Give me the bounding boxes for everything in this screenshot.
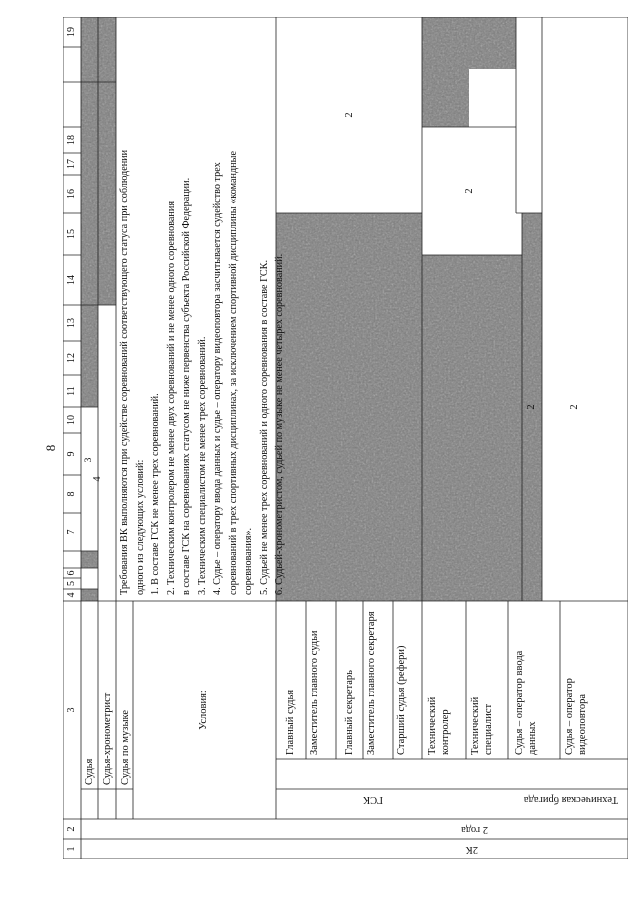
shade-col4-judge-texture <box>81 589 98 601</box>
col-5-header: 5 <box>66 581 77 586</box>
col-14-header: 14 <box>66 275 77 285</box>
requirement-line-2: 1. В составе ГСК не менее трех соревнований. <box>150 393 161 595</box>
col-19-header: 19 <box>66 27 77 37</box>
requirement-line-9: 5. Судьей не менее трех соревнований и одного соревнования в составе ГСК. <box>258 259 270 595</box>
role-chronometrist: Судья-хронометрист <box>102 692 113 785</box>
count-tech-mid: 2 <box>464 188 475 194</box>
role-data-operator: Судья – оператор ввода данных <box>514 650 538 755</box>
role-senior-judge: Старший судья (рефери) <box>396 645 407 755</box>
shade-tech-right-texture <box>422 17 469 127</box>
col-9-header: 9 <box>66 451 77 457</box>
col-3-header: 3 <box>66 707 77 713</box>
shade-tech-mid-texture <box>422 255 522 601</box>
requirement-line-6: 4. Судье – оператору ввода данных и судье – оператору видеоповтора засчитывается судейство трех <box>212 162 223 595</box>
period-label: 2 года <box>461 824 488 835</box>
role-music-judge: Судья по музыке <box>120 709 131 785</box>
role-chief-secretary: Главный секретарь <box>344 670 355 755</box>
requirement-line-4: в составе ГСК на соревнованиях статусом не ниже первенства субъекта Российской Федерации. <box>181 177 192 595</box>
shade-judge-right-texture <box>81 82 98 407</box>
group-gsk-label: ГСК <box>363 794 383 805</box>
category-label: 2К <box>465 844 478 855</box>
shade-gsk-left-texture <box>276 213 422 601</box>
requirements-text <box>117 21 288 595</box>
role-judge: Судья <box>84 758 95 785</box>
col-4-header: 4 <box>66 592 77 598</box>
requirement-line-1: одного из следующих условий: <box>134 459 146 595</box>
role-technical-controller: Технический контролер <box>427 696 451 755</box>
requirement-line-5: 3. Техническим специалистом не менее трех соревнований. <box>196 336 208 595</box>
page-number: 8 <box>43 444 58 452</box>
col-8-header: 8 <box>66 491 77 497</box>
col-6-header: 6 <box>66 570 77 576</box>
count-data-operator: 2 <box>526 404 537 410</box>
col-1-header: 1 <box>66 846 77 852</box>
count-video-operator: 2 <box>569 404 580 410</box>
conditions-label: Условия: <box>198 690 209 730</box>
role-technical-specialist: Технический специалист <box>470 696 494 755</box>
count-chrono: 4 <box>92 476 103 482</box>
requirement-line-10: 6. Судьей-хронометристом, судьей по музыке не менее четырех соревнований. <box>274 253 285 595</box>
role-deputy-secretary: Заместитель главного секретаря <box>366 611 377 755</box>
qualification-table <box>63 17 628 859</box>
shade-col6-judge-texture <box>81 551 98 568</box>
requirement-line-8: соревнования». <box>243 527 254 595</box>
group-tech-label: Техническая бригада <box>523 794 618 805</box>
col-17-header: 17 <box>66 159 77 169</box>
requirement-line-3: 2. Техническим контролером не менее двух соревнований и не менее одного соревнования <box>165 200 177 595</box>
col-13-header: 13 <box>66 318 77 328</box>
col-12-header: 12 <box>66 353 77 363</box>
col-18-header: 18 <box>66 135 77 145</box>
shade-tech-right-low-texture <box>469 17 516 69</box>
count-judge: 3 <box>84 457 94 463</box>
role-video-operator: Судья – оператор видеоповтора <box>564 678 588 755</box>
role-deputy-chief-judge: Заместитель главного судьи <box>309 630 320 755</box>
col-7-header: 7 <box>66 529 77 535</box>
requirement-line-0: Требования ВК выполняются при судействе соревнований соответствующего статуса при соблюдении <box>119 149 130 595</box>
requirement-line-7: соревнований в трех спортивных дисциплинах, за исключением спортивной дисциплины «командные <box>227 151 239 595</box>
shade-chrono-right-texture <box>98 82 116 305</box>
shade-top-right-texture <box>81 17 116 82</box>
col-11-header: 11 <box>66 386 77 396</box>
col-10-header: 10 <box>66 415 77 425</box>
col-2-header: 2 <box>66 826 77 832</box>
col-15-header: 15 <box>66 229 77 239</box>
count-gsk: 2 <box>344 112 355 118</box>
col-16-header: 16 <box>66 189 77 199</box>
role-chief-judge: Главный судья <box>285 689 296 755</box>
